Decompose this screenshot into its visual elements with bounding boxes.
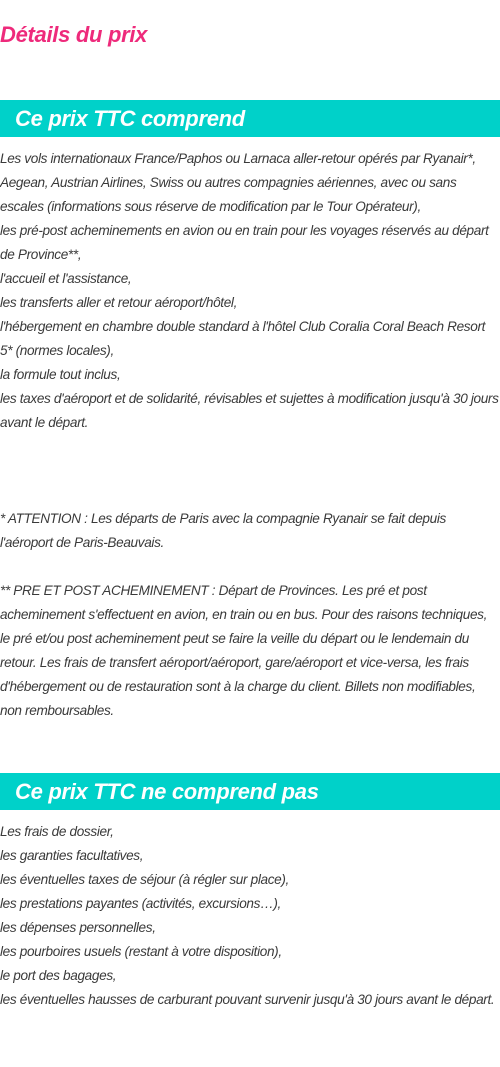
included-list <box>0 147 500 435</box>
excluded-section-heading: Ce prix TTC ne comprend pas <box>0 773 500 810</box>
attention-note: * ATTENTION : Les départs de Paris avec la compagnie Ryanair se fait depuis l'aéroport de Paris-Beauvais. <box>0 511 446 550</box>
excluded-item-fees: Les frais de dossier, <box>0 824 114 839</box>
excluded-item-tips: les pourboires usuels (restant à votre disposition), <box>0 944 282 959</box>
excluded-item-luggage: le port des bagages, <box>0 968 117 983</box>
excluded-list <box>0 820 500 1012</box>
included-item-transfers: les transferts aller et retour aéroport/hôtel, <box>0 295 238 310</box>
excluded-item-paid-services: les prestations payantes (activités, excursions…), <box>0 896 281 911</box>
excluded-item-tourist-tax: les éventuelles taxes de séjour (à régler sur place), <box>0 872 289 887</box>
included-item-accommodation: l'hébergement en chambre double standard à l'hôtel Club Coralia Coral Beach Resort 5* (normes locales), <box>0 319 486 358</box>
included-section-heading: Ce prix TTC comprend <box>0 100 500 137</box>
excluded-item-guarantees: les garanties facultatives, <box>0 848 144 863</box>
included-item-flights: Les vols internationaux France/Paphos ou Larnaca aller-retour opérés par Ryanair*, Aegean, Austrian Airlines, Swiss ou autres compagnies aériennes, avec ou sans escales (informations sous réserve de modification par le Tour Opérateur), <box>0 151 476 214</box>
page-title: Détails du prix <box>0 22 148 47</box>
excluded-item-personal-expenses: les dépenses personnelles, <box>0 920 156 935</box>
included-item-welcome: l'accueil et l'assistance, <box>0 271 132 286</box>
excluded-item-fuel: les éventuelles hausses de carburant pouvant survenir jusqu'à 30 jours avant le départ. <box>0 992 495 1007</box>
acheminement-note: ** PRE ET POST ACHEMINEMENT : Départ de Provinces. Les pré et post acheminement s'effectuent en avion, en train ou en bus. Pour des raisons techniques, le pré et/ou post acheminement peut se faire la veille du départ ou le lendemain du retour. Les frais de transfert aéroport/aéroport, gare/aéroport et vice-versa, les frais d'hébergement ou de restauration sont à la charge du client. Billets non modifiables, non remboursables. <box>0 583 488 718</box>
included-item-pre-post-transport: les pré-post acheminements en avion ou en train pour les voyages réservés au départ de Province**, <box>0 223 489 262</box>
included-item-taxes: les taxes d'aéroport et de solidarité, révisables et sujettes à modification jusqu'à 30 jours avant le départ. <box>0 391 499 430</box>
included-item-all-inclusive: la formule tout inclus, <box>0 367 121 382</box>
